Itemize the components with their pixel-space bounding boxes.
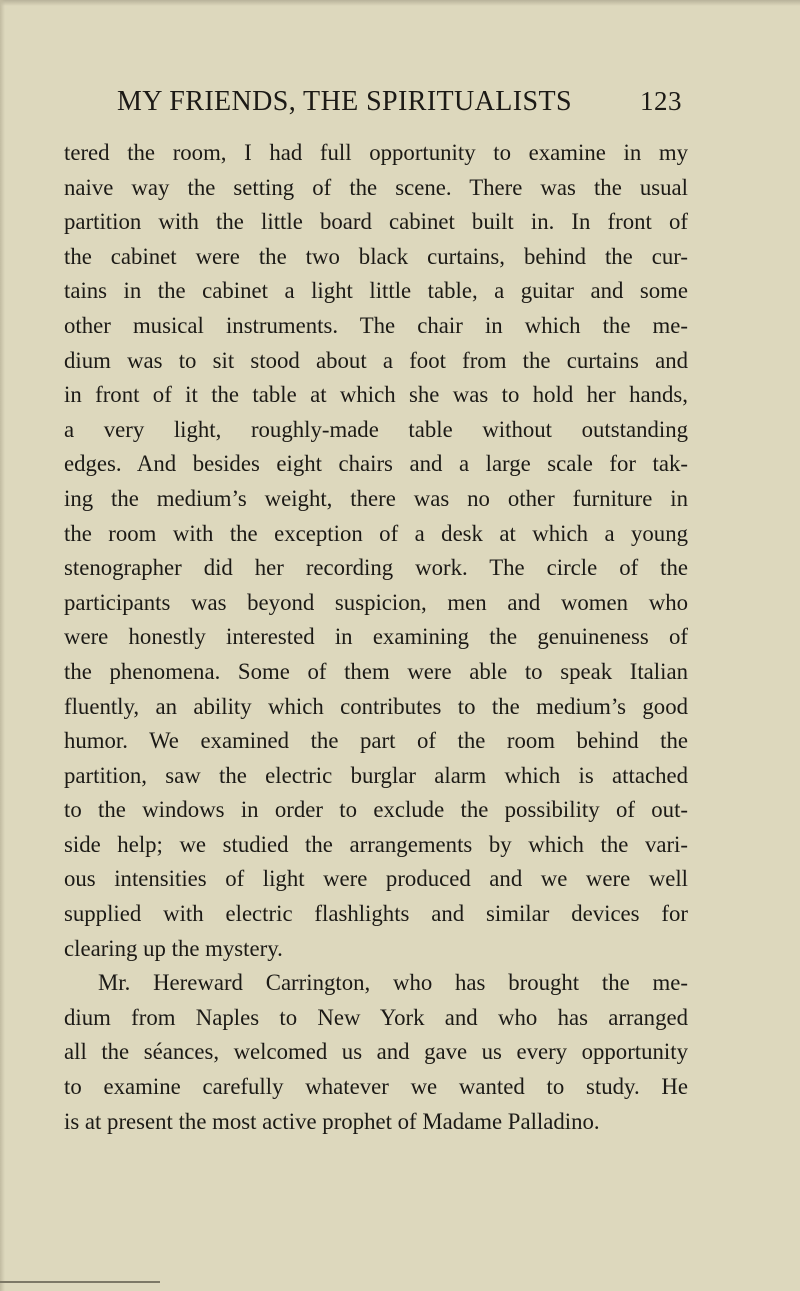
text-line: humor. We examined the part of the room behind the — [64, 728, 688, 754]
page-number: 123 — [640, 86, 682, 116]
running-title: MY FRIENDS, THE SPIRITUALISTS — [117, 86, 572, 117]
bottom-rule — [0, 1281, 160, 1283]
running-head — [117, 86, 682, 118]
text-line: all the séances, welcomed us and gave us every opportunity — [64, 1039, 688, 1065]
text-line: to examine carefully whatever we wanted to study. He — [64, 1074, 688, 1100]
text-line: naive way the setting of the scene. There was the usual — [64, 174, 688, 200]
page-left-edge — [0, 0, 5, 1291]
text-line: to the windows in order to exclude the possibility of out- — [64, 797, 688, 823]
text-line: side help; we studied the arrangements by which the vari- — [64, 831, 688, 857]
text-line: the room with the exception of a desk at which a young — [64, 520, 688, 546]
text-line: stenographer did her recording work. The circle of the — [64, 555, 688, 581]
text-line: supplied with electric flashlights and similar devices for — [64, 901, 688, 927]
text-line: ous intensities of light were produced and we were well — [64, 866, 688, 892]
text-line: dium was to sit stood about a foot from the curtains and — [64, 347, 688, 373]
text-line: participants was beyond suspicion, men and women who — [64, 589, 688, 615]
text-line: in front of it the table at which she was to hold her hands, — [64, 382, 688, 408]
text-line: were honestly interested in examining the genuineness of — [64, 624, 688, 650]
page-top-edge — [0, 0, 800, 6]
text-line: the phenomena. Some of them were able to speak Italian — [64, 658, 688, 684]
paragraph-end-line: clearing up the mystery. — [64, 935, 283, 961]
text-line: fluently, an ability which contributes to the medium’s good — [64, 693, 688, 719]
text-line: partition with the little board cabinet built in. In front of — [64, 209, 688, 235]
text-line: partition, saw the electric burglar alarm which is attached — [64, 762, 688, 788]
text-line: the cabinet were the two black curtains, behind the cur- — [64, 243, 688, 269]
text-line: tains in the cabinet a light little table, a guitar and some — [64, 278, 688, 304]
paragraph-start-line: Mr. Hereward Carrington, who has brought the me- — [98, 970, 688, 996]
text-line: other musical instruments. The chair in which the me- — [64, 312, 688, 338]
text-line: dium from Naples to New York and who has arranged — [64, 1004, 688, 1030]
text-line: tered the room, I had full opportunity to examine in my — [64, 140, 688, 165]
text-line: edges. And besides eight chairs and a large scale for tak- — [64, 451, 688, 477]
text-line: ing the medium’s weight, there was no other furniture in — [64, 485, 688, 511]
text-line: a very light, roughly-made table without outstanding — [64, 416, 688, 442]
body-text — [64, 136, 688, 1139]
paragraph-end-line: is at present the most active prophet of Madame Palladino. — [64, 1108, 600, 1134]
